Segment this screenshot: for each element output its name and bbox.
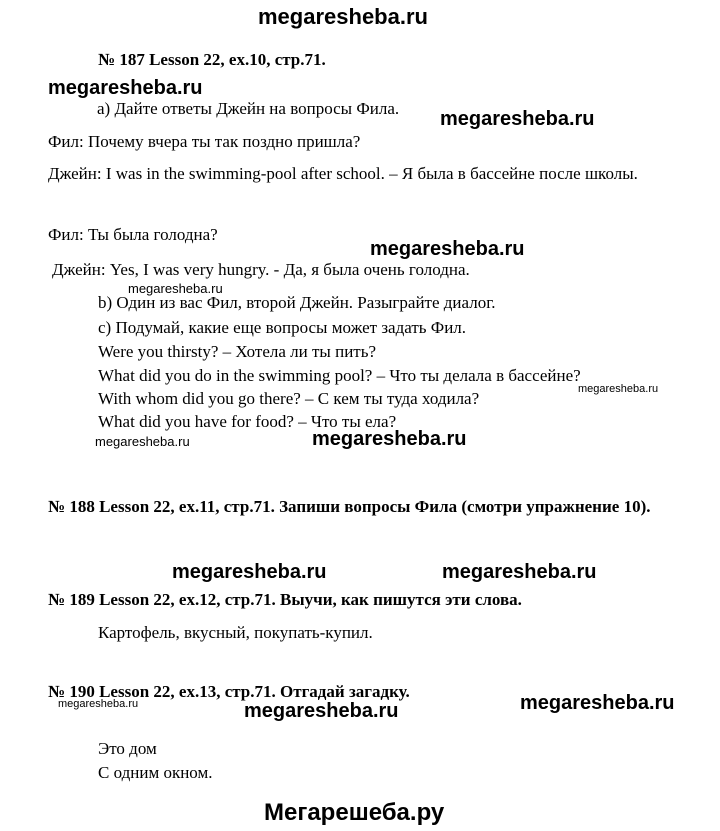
ex187-task-a: а) Дайте ответы Джейн на вопросы Фила. [97,99,400,118]
ex188-heading: № 188 Lesson 22, ex.11, стр.71. Запиши вопросы Фила (смотри упражнение 10). [48,497,651,516]
footer-watermark: Мегарешеба.ру [264,799,445,826]
ex189-words: Картофель, вкусный, покупать-купил. [98,623,373,642]
ex190-riddle-line-2: С одним окном. [98,763,213,782]
watermark: megaresheba.ru [172,561,327,583]
ex187-task-c: c) Подумай, какие еще вопросы может задать Фил. [98,318,467,337]
ex187-dialog-line-1: Фил: Почему вчера ты так поздно пришла? [48,132,361,151]
watermark: megaresheba.ru [578,383,659,395]
ex189-heading: № 189 Lesson 22, ex.12, стр.71. Выучи, как пишутся эти слова. [48,590,522,609]
watermark: megaresheba.ru [95,434,190,449]
watermark: megaresheba.ru [520,692,675,714]
ex187-question-3: With whom did you go there? – С кем ты туда ходила? [98,389,480,408]
watermark: megaresheba.ru [370,238,525,260]
ex190-riddle-line-1: Это дом [98,739,157,758]
ex187-dialog-line-2: Джейн: I was in the swimming-pool after school. – Я была в бассейне после школы. [48,164,638,183]
watermark: megaresheba.ru [442,561,597,583]
watermark: megaresheba.ru [312,428,467,450]
watermark: megaresheba.ru [244,700,399,722]
ex187-dialog-line-3: Фил: Ты была голодна? [48,225,218,244]
ex190-heading: № 190 Lesson 22, ex.13, стр.71. Отгадай загадку. [48,682,410,701]
ex187-task-b: b) Один из вас Фил, второй Джейн. Разыграйте диалог. [98,293,496,312]
header-watermark: megaresheba.ru [258,4,428,29]
ex187-question-1: Were you thirsty? – Хотела ли ты пить? [98,342,377,361]
ex187-question-2: What did you do in the swimming pool? – Что ты делала в бассейне? [98,366,581,385]
ex187-dialog-line-4: Джейн: Yes, I was very hungry. - Да, я была очень голодна. [52,260,470,279]
ex187-heading: № 187 Lesson 22, ex.10, стр.71. [98,50,326,69]
ex187-question-4: What did you have for food? – Что ты ела? [98,412,397,431]
watermark: megaresheba.ru [440,108,595,130]
watermark: megaresheba.ru [58,698,139,710]
watermark: megaresheba.ru [128,281,223,296]
watermark: megaresheba.ru [48,77,203,99]
